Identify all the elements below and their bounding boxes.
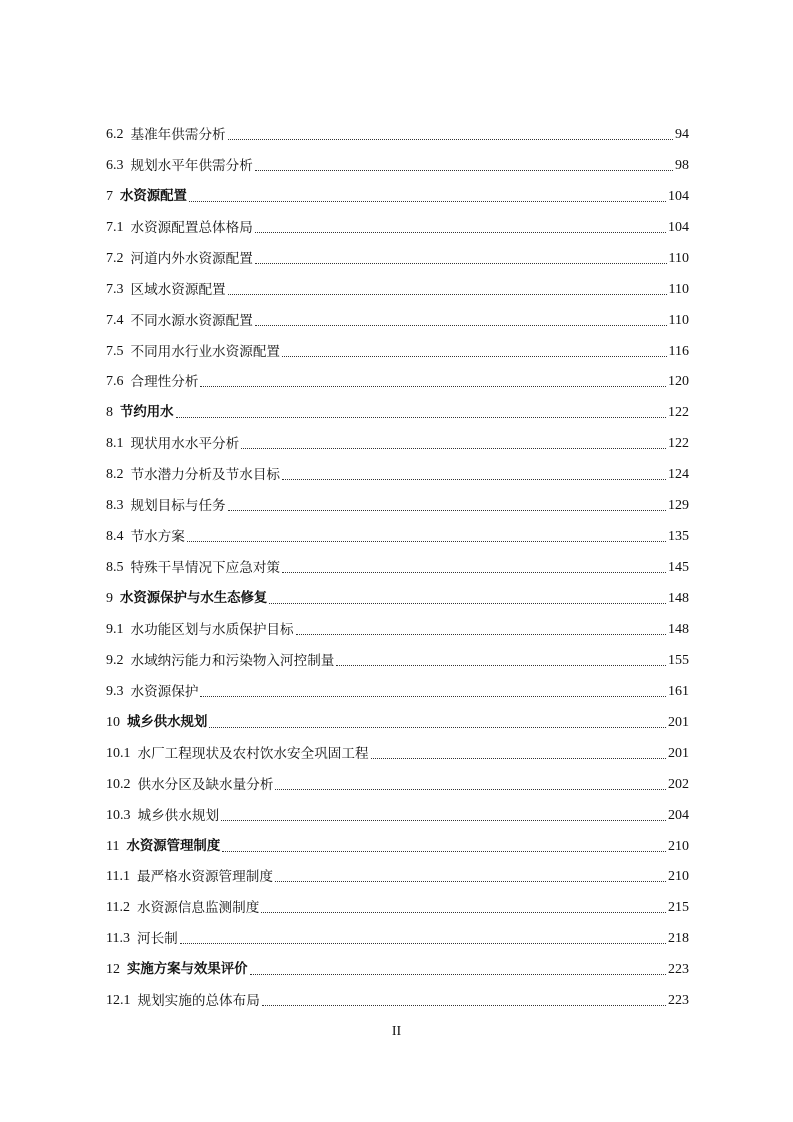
toc-entry-title: 特殊干旱情况下应急对策 (130, 560, 281, 577)
toc-entry-title: 合理性分析 (130, 374, 199, 391)
toc-entry-number: 9 (106, 591, 113, 606)
toc-dot-leader (262, 1005, 666, 1006)
toc-entry-page: 116 (668, 343, 689, 359)
toc-entry-title: 河道内外水资源配置 (130, 250, 253, 267)
toc-entry-number: 8.5 (106, 560, 124, 576)
toc-entry-title: 水资源管理制度 (126, 838, 221, 854)
toc-dot-leader (200, 386, 666, 387)
toc-section-entry[interactable] (106, 918, 689, 949)
toc-entry-page: 104 (668, 188, 689, 204)
toc-entry-title: 不同用水行业水资源配置 (130, 343, 281, 360)
toc-section-entry[interactable] (106, 238, 689, 269)
toc-entry-number: 11.1 (106, 869, 130, 885)
toc-entry-page: 223 (668, 993, 689, 1009)
toc-entry-page: 202 (668, 776, 689, 792)
toc-dot-leader (282, 356, 666, 357)
toc-entry-title: 供水分区及缺水量分析 (137, 776, 274, 793)
toc-entry-page: 104 (668, 219, 689, 235)
toc-dot-leader (228, 510, 666, 511)
toc-section-entry[interactable] (106, 857, 689, 888)
toc-entry-number: 9.2 (106, 652, 124, 668)
toc-section-entry[interactable] (106, 145, 689, 176)
toc-section-entry[interactable] (106, 485, 689, 516)
toc-entry-page: 215 (668, 900, 689, 916)
toc-entry-number: 10.2 (106, 776, 131, 792)
toc-entry-number: 6.3 (106, 157, 124, 173)
toc-entry-number: 11 (106, 838, 120, 854)
toc-dot-leader (255, 325, 667, 326)
toc-chapter-entry[interactable] (106, 949, 689, 980)
toc-dot-leader (250, 974, 666, 975)
toc-dot-leader (282, 479, 666, 480)
toc-entry-page: 145 (668, 560, 689, 576)
toc-dot-leader (255, 232, 666, 233)
toc-section-entry[interactable] (106, 300, 689, 331)
toc-entry-title: 规划目标与任务 (130, 498, 226, 515)
toc-entry-number: 7.5 (106, 343, 124, 359)
toc-entry-number: 9.1 (106, 621, 124, 637)
toc-entry-title: 水域纳污能力和污染物入河控制量 (130, 652, 335, 669)
toc-entry-number: 7.3 (106, 281, 124, 297)
toc-entry-number: 8 (106, 405, 113, 421)
toc-section-entry[interactable] (106, 980, 689, 1011)
toc-entry-page: 122 (668, 436, 689, 452)
toc-entry-number: 7.2 (106, 250, 124, 266)
toc-entry-page: 201 (668, 745, 689, 761)
toc-entry-page: 110 (668, 250, 689, 266)
toc-entry-page: 204 (668, 807, 689, 823)
toc-dot-leader (336, 665, 666, 666)
toc-chapter-entry[interactable] (106, 392, 689, 423)
toc-dot-leader (255, 170, 673, 171)
toc-entry-page: 110 (668, 312, 689, 328)
toc-entry-number: 8.3 (106, 498, 124, 514)
toc-section-entry[interactable] (106, 733, 689, 764)
toc-entry-title: 区域水资源配置 (130, 281, 226, 298)
toc-entry-number: 7 (106, 188, 113, 204)
toc-entry-title: 实施方案与效果评价 (127, 962, 248, 978)
toc-entry-title: 城乡供水规划 (137, 807, 220, 824)
toc-entry-page: 210 (668, 869, 689, 885)
toc-entry-page: 135 (668, 529, 689, 545)
toc-section-entry[interactable] (106, 269, 689, 300)
toc-entry-number: 8.1 (106, 436, 124, 452)
toc-entry-page: 94 (675, 126, 689, 142)
toc-dot-leader (180, 943, 666, 944)
toc-dot-leader (269, 603, 666, 604)
toc-entry-number: 10 (106, 714, 120, 730)
toc-entry-number: 10.1 (106, 745, 131, 761)
toc-chapter-entry[interactable] (106, 176, 689, 207)
table-of-contents (106, 114, 689, 1011)
toc-entry-title: 基准年供需分析 (130, 126, 226, 143)
toc-dot-leader (176, 417, 666, 418)
toc-dot-leader (222, 851, 666, 852)
toc-section-entry[interactable] (106, 516, 689, 547)
toc-entry-page: 148 (668, 621, 689, 637)
toc-entry-title: 规划水平年供需分析 (130, 157, 253, 174)
toc-entry-page: 201 (668, 714, 689, 730)
toc-entry-title: 水资源配置 (120, 188, 187, 204)
toc-entry-page: 148 (668, 591, 689, 606)
toc-entry-number: 10.3 (106, 807, 131, 823)
toc-entry-number: 6.2 (106, 126, 124, 142)
toc-chapter-entry[interactable] (106, 826, 689, 857)
toc-entry-title: 水资源信息监测制度 (136, 900, 260, 917)
toc-entry-title: 水功能区划与水质保护目标 (130, 621, 294, 638)
toc-dot-leader (275, 789, 666, 790)
toc-entry-page: 110 (668, 281, 689, 297)
toc-section-entry[interactable] (106, 764, 689, 795)
toc-section-entry[interactable] (106, 362, 689, 393)
toc-entry-page: 122 (668, 405, 689, 421)
toc-dot-leader (187, 541, 666, 542)
toc-section-entry[interactable] (106, 547, 689, 578)
toc-entry-number: 8.4 (106, 529, 124, 545)
toc-entry-page: 223 (668, 962, 689, 978)
toc-section-entry[interactable] (106, 671, 689, 702)
toc-chapter-entry[interactable] (106, 578, 689, 609)
toc-section-entry[interactable] (106, 795, 689, 826)
toc-entry-number: 12 (106, 962, 120, 978)
toc-entry-title: 城乡供水规划 (127, 714, 208, 730)
toc-entry-title: 规划实施的总体布局 (137, 993, 260, 1010)
toc-entry-page: 161 (668, 683, 689, 699)
toc-entry-page: 210 (668, 838, 689, 854)
toc-entry-page: 129 (668, 498, 689, 514)
toc-entry-page: 98 (675, 157, 689, 173)
toc-entry-title: 水资源配置总体格局 (130, 219, 253, 236)
toc-entry-title: 节约用水 (120, 405, 174, 421)
toc-entry-title: 水资源保护 (130, 683, 199, 700)
toc-dot-leader (275, 881, 666, 882)
toc-entry-number: 7.1 (106, 219, 124, 235)
toc-entry-title: 河长制 (136, 931, 178, 948)
toc-entry-title: 现状用水水平分析 (130, 436, 240, 453)
toc-section-entry[interactable] (106, 640, 689, 671)
toc-dot-leader (228, 294, 667, 295)
toc-dot-leader (200, 696, 666, 697)
toc-entry-title: 不同水源水资源配置 (130, 312, 253, 329)
toc-dot-leader (296, 634, 666, 635)
toc-entry-number: 7.6 (106, 374, 124, 390)
toc-entry-title: 水厂工程现状及农村饮水安全巩固工程 (137, 745, 369, 762)
toc-dot-leader (261, 912, 666, 913)
page-number: II (391, 1024, 402, 1039)
toc-section-entry[interactable] (106, 423, 689, 454)
toc-entry-number: 9.3 (106, 683, 124, 699)
toc-section-entry[interactable] (106, 887, 689, 918)
toc-section-entry[interactable] (106, 207, 689, 238)
toc-section-entry[interactable] (106, 609, 689, 640)
toc-entry-number: 11.3 (106, 931, 130, 947)
toc-entry-title: 水资源保护与水生态修复 (120, 591, 268, 606)
toc-chapter-entry[interactable] (106, 702, 689, 733)
toc-dot-leader (241, 448, 666, 449)
toc-entry-number: 12.1 (106, 993, 131, 1009)
toc-dot-leader (209, 727, 666, 728)
toc-entry-title: 节水方案 (130, 529, 185, 546)
toc-entry-title: 节水潜力分析及节水目标 (130, 467, 281, 484)
toc-dot-leader (221, 820, 666, 821)
toc-section-entry[interactable] (106, 454, 689, 485)
toc-dot-leader (228, 139, 673, 140)
toc-dot-leader (371, 758, 666, 759)
toc-dot-leader (189, 201, 666, 202)
toc-entry-number: 11.2 (106, 900, 130, 916)
toc-entry-title: 最严格水资源管理制度 (136, 869, 273, 886)
toc-entry-page: 120 (668, 374, 689, 390)
toc-dot-leader (282, 572, 666, 573)
toc-section-entry[interactable] (106, 114, 689, 145)
toc-entry-number: 7.4 (106, 312, 124, 328)
toc-entry-number: 8.2 (106, 467, 124, 483)
toc-entry-page: 218 (668, 931, 689, 947)
toc-dot-leader (255, 263, 667, 264)
toc-entry-page: 155 (668, 652, 689, 668)
toc-entry-page: 124 (668, 467, 689, 483)
toc-section-entry[interactable] (106, 331, 689, 362)
